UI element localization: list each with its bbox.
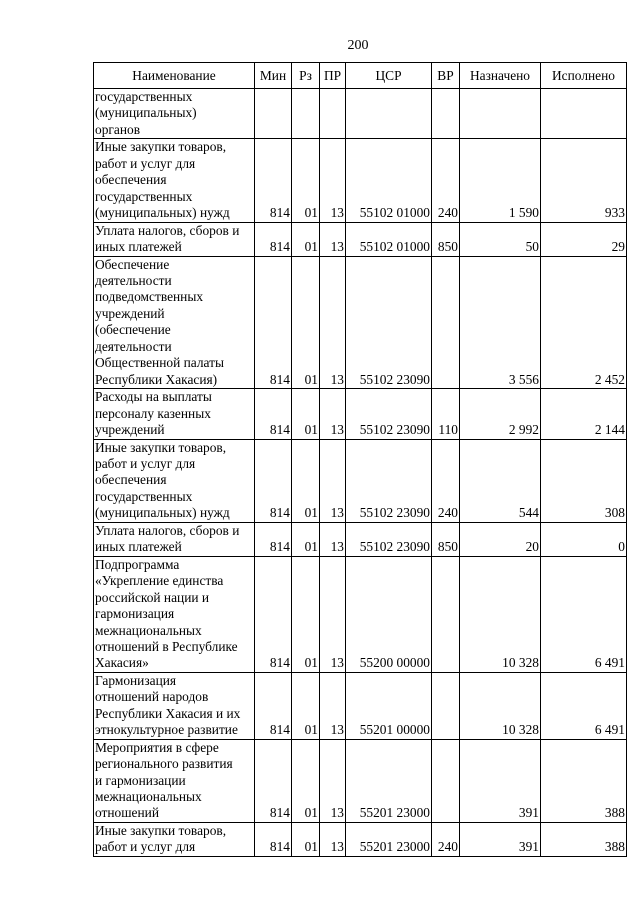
- cell-executed: 308: [541, 439, 627, 522]
- cell-executed: 6 491: [541, 556, 627, 672]
- cell-csr: 55201 23000: [346, 822, 432, 856]
- cell-executed: 388: [541, 822, 627, 856]
- cell-pr: 13: [320, 556, 346, 672]
- cell-pr: 13: [320, 389, 346, 439]
- table-row: [94, 672, 627, 739]
- table-row: [94, 739, 627, 822]
- cell-min: [255, 89, 292, 139]
- cell-name: Гармонизация отношений народов Республики Хакасия и их этнокультурное развитие: [94, 672, 255, 739]
- cell-name: Подпрограмма «Укрепление единства российской нации и гармонизация межнациональных отношений в Республике Хакасия»: [94, 556, 255, 672]
- cell-pr: 13: [320, 139, 346, 222]
- cell-rz: 01: [292, 139, 320, 222]
- cell-assigned: 20: [460, 522, 541, 556]
- cell-assigned: 50: [460, 222, 541, 256]
- table-row: [94, 439, 627, 522]
- cell-min: 814: [255, 739, 292, 822]
- cell-assigned: [460, 89, 541, 139]
- cell-min: 814: [255, 139, 292, 222]
- cell-executed: 933: [541, 139, 627, 222]
- cell-assigned: 544: [460, 439, 541, 522]
- cell-csr: 55201 23000: [346, 739, 432, 822]
- cell-csr: 55102 23090: [346, 439, 432, 522]
- cell-vr: [432, 89, 460, 139]
- cell-assigned: 3 556: [460, 256, 541, 389]
- cell-csr: 55102 01000: [346, 222, 432, 256]
- cell-pr: 13: [320, 439, 346, 522]
- cell-csr: 55102 23090: [346, 256, 432, 389]
- column-header-executed: Исполнено: [541, 63, 627, 89]
- cell-vr: 110: [432, 389, 460, 439]
- cell-vr: [432, 739, 460, 822]
- cell-pr: 13: [320, 522, 346, 556]
- cell-name: Обеспечение деятельности подведомственных учреждений (обеспечение деятельности Общественной палаты Республики Хакасия): [94, 256, 255, 389]
- table-row: [94, 522, 627, 556]
- cell-executed: 2 144: [541, 389, 627, 439]
- column-header-assigned: Назначено: [460, 63, 541, 89]
- table-body: [94, 89, 627, 857]
- table-row: [94, 389, 627, 439]
- cell-min: 814: [255, 439, 292, 522]
- cell-rz: 01: [292, 739, 320, 822]
- cell-assigned: 1 590: [460, 139, 541, 222]
- cell-min: 814: [255, 389, 292, 439]
- cell-assigned: 10 328: [460, 556, 541, 672]
- table-row: [94, 89, 627, 139]
- cell-name: Расходы на выплаты персоналу казенных учреждений: [94, 389, 255, 439]
- cell-name: Уплата налогов, сборов и иных платежей: [94, 522, 255, 556]
- cell-pr: 13: [320, 672, 346, 739]
- cell-vr: [432, 556, 460, 672]
- cell-name: государственных (муниципальных) органов: [94, 89, 255, 139]
- table-header-row: [94, 63, 627, 89]
- cell-rz: 01: [292, 556, 320, 672]
- cell-executed: 29: [541, 222, 627, 256]
- cell-name: Иные закупки товаров, работ и услуг для: [94, 822, 255, 856]
- cell-executed: 0: [541, 522, 627, 556]
- cell-vr: 850: [432, 522, 460, 556]
- cell-min: 814: [255, 672, 292, 739]
- cell-pr: 13: [320, 822, 346, 856]
- cell-rz: 01: [292, 389, 320, 439]
- column-header-pr: ПР: [320, 63, 346, 89]
- cell-assigned: 2 992: [460, 389, 541, 439]
- column-header-csr: ЦСР: [346, 63, 432, 89]
- table-row: [94, 256, 627, 389]
- cell-min: 814: [255, 256, 292, 389]
- cell-name: Иные закупки товаров, работ и услуг для обеспечения государственных (муниципальных) нужд: [94, 439, 255, 522]
- column-header-vr: ВР: [432, 63, 460, 89]
- cell-pr: 13: [320, 256, 346, 389]
- cell-vr: 240: [432, 439, 460, 522]
- cell-pr: 13: [320, 739, 346, 822]
- cell-vr: [432, 672, 460, 739]
- cell-name: Иные закупки товаров, работ и услуг для обеспечения государственных (муниципальных) нужд: [94, 139, 255, 222]
- cell-pr: 13: [320, 222, 346, 256]
- cell-vr: 240: [432, 139, 460, 222]
- cell-executed: 6 491: [541, 672, 627, 739]
- cell-rz: 01: [292, 439, 320, 522]
- cell-name: Мероприятия в сфере регионального развития и гармонизации межнациональных отношений: [94, 739, 255, 822]
- column-header-rz: Рз: [292, 63, 320, 89]
- cell-min: 814: [255, 556, 292, 672]
- cell-csr: 55200 00000: [346, 556, 432, 672]
- cell-assigned: 10 328: [460, 672, 541, 739]
- table-row: [94, 222, 627, 256]
- cell-name: Уплата налогов, сборов и иных платежей: [94, 222, 255, 256]
- cell-rz: 01: [292, 822, 320, 856]
- cell-rz: 01: [292, 256, 320, 389]
- table-row: [94, 822, 627, 856]
- cell-executed: 2 452: [541, 256, 627, 389]
- cell-rz: [292, 89, 320, 139]
- cell-csr: 55102 23090: [346, 522, 432, 556]
- cell-csr: 55102 23090: [346, 389, 432, 439]
- cell-executed: [541, 89, 627, 139]
- cell-pr: [320, 89, 346, 139]
- column-header-min: Мин: [255, 63, 292, 89]
- cell-csr: 55201 00000: [346, 672, 432, 739]
- cell-min: 814: [255, 522, 292, 556]
- page-number: 200: [347, 38, 369, 53]
- cell-rz: 01: [292, 522, 320, 556]
- cell-assigned: 391: [460, 822, 541, 856]
- cell-vr: 240: [432, 822, 460, 856]
- cell-executed: 388: [541, 739, 627, 822]
- table-row: [94, 139, 627, 222]
- budget-table: [93, 62, 627, 857]
- cell-vr: 850: [432, 222, 460, 256]
- cell-min: 814: [255, 222, 292, 256]
- cell-assigned: 391: [460, 739, 541, 822]
- cell-csr: [346, 89, 432, 139]
- column-header-name: Наименование: [94, 63, 255, 89]
- cell-vr: [432, 256, 460, 389]
- table-row: [94, 556, 627, 672]
- cell-csr: 55102 01000: [346, 139, 432, 222]
- cell-rz: 01: [292, 672, 320, 739]
- cell-min: 814: [255, 822, 292, 856]
- cell-rz: 01: [292, 222, 320, 256]
